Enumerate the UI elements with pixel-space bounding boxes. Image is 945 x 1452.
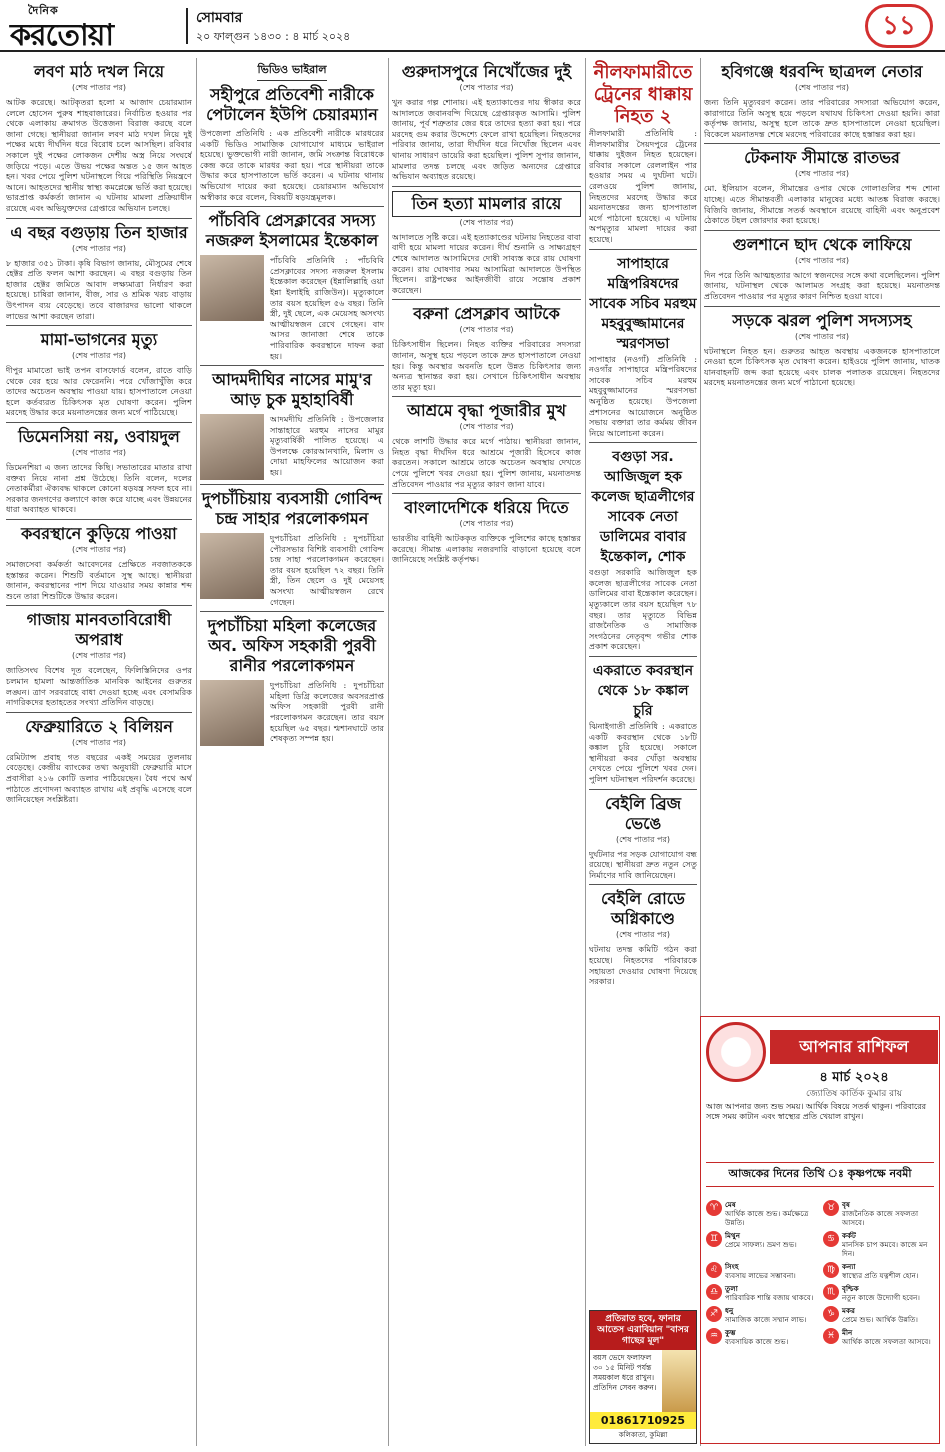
article [6,62,192,214]
article-headline[interactable]: গুরুদাসপুরে নিখোঁজের দুই [401,62,572,81]
article-body: সমাজসেবা কর্মকর্তা আবেদনের প্রেক্ষিতে নবজাতককে হস্তান্তর করেন। শিশুটি বর্তমানে সুস্থ আছে। স্থানীয়রা জানান, কবরস্থানের পাশ দিয়ে যাওয়ার সময় কান্নার শব্দ শুনে তারা শিশুটিকে উদ্ধার করেন। [6,559,192,601]
zodiac-sign-list [706,1200,934,1346]
article-body: ডিমেনশিয়া এ জন্য তাদের কিছি। সভাতারের মাতার রাখা বক্তব্য নিয়ে নানা প্রশ্ন উঠেছে। তিনি বলেন, দলের নেতাকর্মীরা ঐক্যবদ্ধ থাকলে কোনো ষড়যন্ত্র সফল হবে না। সরকার জনগণের কল্যাণে কাজ করে যাচ্ছে এবং উন্নয়নের ধারা অব্যাহত থাকবে। [6,462,192,515]
sign-text: স্বাস্থ্যের প্রতি যত্নশীল হোন। [842,1271,919,1280]
article [200,489,384,607]
continued-note: (শেষ পাতার পর) [615,834,671,844]
article-body: মো. ইলিয়াস বলেন, সীমান্তের ওপার থেকে গোলাগুলির শব্দ শোনা যাচ্ছে। এতে সীমান্তবর্তী এলাকার মানুষের মধ্যে আতঙ্ক বিরাজ করছে। বিজিবি জানায়, সীমান্তে সতর্ক অবস্থানে রয়েছে বাহিনী এবং অনুপ্রবেশ ঠেকাতে টহল জোরদার করা হয়েছে। [704,183,940,226]
continued-note: (শেষ পাতার পর) [794,255,850,265]
portrait-photo [200,533,264,599]
article-headline[interactable]: বেইলি রোডে অগ্নিকাণ্ডে [601,889,685,929]
article-headline[interactable]: বগুড়া সর. আজিজুল হক কলেজ ছাত্রলীগের সাবেক নেতা ডালিমের বাবার ইন্তেকাল, শোক [591,449,695,566]
date-line: ২০ ফাল্গুন ১৪৩০ : ৪ মার্চ ২০২৪ [196,30,351,43]
horoscope-date: ৪ মার্চ ২০২৪ [819,1070,889,1085]
ad-footer: কলিকাতা, কুমিল্লা [618,1431,668,1439]
article-body: জন্য তিনি মৃত্যুবরণ করেন। তার পরিবারের সদস্যরা অভিযোগ করেন, কারাগারে তিনি অসুস্থ হয়ে পড়লে যথাযথ চিকিৎসা দেওয়া হয়নি। কারা কর্তৃপক্ষ জানায়, অসুস্থ হলে তাকে দ্রুত হাসপাতালে নেওয়া হয়েছিল। বিকেলে ময়নাতদন্ত শেষে মরদেহ পরিবারের কাছে হস্তান্তর করা হয়। [704,97,940,139]
article-headline[interactable]: হবিগঞ্জে ধরবন্দি ছাত্রদল নেতার [721,62,923,81]
article [589,62,697,245]
article [392,62,581,182]
zodiac-sign [823,1231,934,1258]
continued-note: (শেষ পাতার পর) [459,83,514,92]
portrait-photo [200,680,264,746]
separator [6,712,192,713]
sign-name: কন্যা [842,1262,856,1271]
horoscope-tithi: আজকের দিনের তিথি ঃ কৃষ্ণপক্ষে নবমী [706,1162,934,1187]
article-headline[interactable]: ডিমেনসিয়া নয়, ওবায়দুল [18,427,180,447]
article [6,717,192,805]
separator [704,143,940,144]
article-headline[interactable]: বরুনা প্রেসক্লাব আটকে [413,304,560,324]
zodiac-icon: ♍ [823,1262,839,1278]
ad-headline: প্রতিরাত হবে, ফানার আতেস এরাবিয়ান "বাসর গাছের মূল" [590,1311,696,1350]
article-kicker: ভিডিও ভাইরাল [257,61,326,81]
zodiac-icon: ♒ [706,1328,722,1344]
article-headline[interactable]: সহীপুরে প্রতিবেশী নারীকে পেটালেন ইউপি চেয়ারম্যান [206,85,378,124]
continued-note: (শেষ পাতার পর) [794,331,850,341]
zodiac-sign [823,1328,934,1346]
page-number-badge: ১১ [865,4,933,48]
article-headline[interactable]: টেকনাফ সীমান্তে রাতভর [744,148,900,168]
article [589,254,697,439]
article-body: পাঁচবিবি প্রতিনিধি : পাঁচবিবি প্রেসক্লাবের সদস্য নজরুল ইসলাম ইন্তেকাল করেছেন (ইন্নালিল্লাহি ওয়া ইন্না ইলাইহি রাজিউন)। মৃত্যুকালে তার বয়স হয়েছিল ৫৬ বছর। তিনি স্ত্রী, দুই ছেলে, এক মেয়েসহ অসংখ্য আত্মীয়স্বজন রেখে গেছেন। বাদ আসর জানাজা শেষে তাকে পারিবারিক কবরস্থানে দাফন করা হয়। [270,255,384,361]
article [200,616,384,746]
zodiac-sign [823,1306,934,1324]
article [589,447,697,652]
continued-note: (শেষ পাতার পর) [459,422,514,432]
article [6,524,192,601]
column-rule [388,58,389,1446]
continued-note: (শেষ পাতার পর) [71,545,127,555]
article-headline[interactable]: এ বছর বগুড়ায় তিন হাজার [10,222,188,242]
masthead-divider [186,8,188,44]
zodiac-icon: ♉ [823,1200,839,1216]
masthead [0,0,945,52]
sign-name: ধনু [725,1306,734,1315]
zodiac-icon: ♑ [823,1306,839,1322]
sign-text: রাজনৈতিক কাজে সফলতা আসবে। [842,1209,919,1227]
continued-note: (শেষ পাতার পর) [71,737,127,747]
logo-big-text: করতোয়া [10,18,114,53]
article-headline[interactable]: সাপাহারে মন্ত্রিপরিষদের সাবেক সচিব মরহুম মহবুবুজ্জামানের স্মরণসভা [589,255,697,352]
article-body: দীপুর মামাতো ভাই তপন বাসফোর্ড বলেন, রাতে বাড়ি থেকে বের হয়ে আর ফেরেননি। পরে খোঁজাখুঁজি করে তাদের অচেতন অবস্থায় পাওয়া যায়। হাসপাতালে নেওয়া হলে কর্তব্যরত চিকিৎসক মৃত ঘোষণা করেন। পুলিশ মরদেহ উদ্ধার করে ময়নাতদন্তের জন্য মর্গে পাঠিয়েছে। [6,365,192,418]
sign-name: কুম্ভ [725,1328,736,1337]
article-body: দুপচাঁচিয়া প্রতিনিধি : দুপচাঁচিয়া মহিলা ডিগ্রি কলেজের অবসরপ্রাপ্ত অফিস সহকারী পুরবী রানী পরলোকগমন করেছেন। তার বয়স হয়েছিল ৬৫ বছর। শ্মশানঘাটে তার শেষকৃত্য সম্পন্ন হয়। [270,680,384,744]
ad-middle [590,1350,696,1412]
article-headline[interactable]: দুপচাঁচিয়ায় ব্যবসায়ী গোবিন্দ চন্দ্র সাহার পরলোকগমন [202,489,382,529]
separator [392,299,581,300]
article-headline[interactable]: বেইলি ব্রিজ ভেঙে [604,793,682,833]
separator [200,206,384,207]
article-body: চিকিৎসাধীন ছিলেন। নিহত ব্যক্তির পরিবারের সদস্যরা জানান, অসুস্থ হয়ে পড়লে তাকে দ্রুত হাসপাতালে নেওয়া হয়। কিন্তু অবস্থার অবনতি হলে উন্নত চিকিৎসার জন্য অন্যত্র স্থানান্তর করা হয়। সেখানে চিকিৎসাধীন অবস্থায় তার মৃত্যু হয়। [392,339,581,392]
separator [6,519,192,520]
column-2 [200,58,384,1446]
zodiac-icon: ♈ [706,1200,722,1216]
article-body: দিন পরে তিনি আত্মহত্যার আগে স্বজনদের সঙ্গে কথা বলেছিলেন। পুলিশ জানায়, ঘটনাস্থল থেকে আলামত সংগ্রহ করা হয়েছে। ময়নাতদন্ত প্রতিবেদন পাওয়ার পর মৃত্যুর কারণ নিশ্চিত হওয়া যাবে। [704,269,940,301]
horoscope-intro: আজ আপনার জন্য শুভ সময়। আর্থিক বিষয়ে সতর্ক থাকুন। পরিবারের সঙ্গে সময় কাটান এবং স্বাস্থ্যের প্রতি খেয়াল রাখুন। [706,1102,927,1121]
article-body: জাতিসংঘ বিশেষ দূত বলেছেন, ফিলিস্তিনিদের ওপর চলমান হামলা আন্তর্জাতিক মানবিক আইনের গুরুতর লঙ্ঘন। ত্রাণ সরবরাহে বাধা দেওয়া হচ্ছে এবং বেসামরিক নাগরিকদের হতাহতের সংখ্যা প্রতিদিন বাড়ছে। [6,665,192,708]
article-body: উপজেলা প্রতিনিধি : এক প্রতিবেশী নারীকে মারধরের একটি ভিডিও সামাজিক যোগাযোগ মাধ্যমে ভাইরাল হয়েছে। ভুক্তভোগী নারী জানান, জমি সংক্রান্ত বিরোধকে কেন্দ্র করে তাকে মারধর করা হয়। পরে স্থানীয়রা তাকে উদ্ধার করে হাসপাতালে ভর্তি করেন। এ ঘটনায় থানায় অভিযোগ দায়ের করা হয়েছে। চেয়ারম্যান অভিযোগ অস্বীকার করে বলেন, বিষয়টি ষড়যন্ত্রমূলক। [200,128,384,202]
article-headline[interactable]: বাংলাদেশিকে ধরিয়ে দিতে [404,498,569,518]
article-headline[interactable]: ফেব্রুয়ারিতে ২ বিলিয়ন [25,716,173,736]
column-4 [589,58,697,1446]
sign-text: প্রেমে সাফল্য। ভ্রমণ শুভ। [725,1240,797,1249]
article-body: আদালতে সৃষ্টি করে। এই হত্যাকাণ্ডের ঘটনায় নিহতের বাবা বাদী হয়ে মামলা দায়ের করেন। দীর্ঘ শুনানি ও সাক্ষ্যগ্রহণ শেষে আদালত আসামিদের দোষী সাব্যস্ত করে রায় ঘোষণা করেন। রায় ঘোষণার সময় আসামিরা আদালতে উপস্থিত ছিলেন। রাষ্ট্রপক্ষের আইনজীবী রায়ে সন্তোষ প্রকাশ করেছেন। [392,231,581,295]
sign-text: আর্থিক কাজে সফলতা আসবে। [842,1337,931,1346]
article-body: ভারতীয় বাহিনী আটককৃত ব্যক্তিকে পুলিশের কাছে হস্তান্তর করেছে। সীমান্ত এলাকায় নজরদারি বাড়ানো হয়েছে বলে জানিয়েছে সংশ্লিষ্ট কর্তৃপক্ষ। [392,533,581,565]
sign-text: প্রেমে শুভ। আর্থিক উন্নতি। [842,1315,918,1324]
zodiac-sign [706,1284,817,1302]
zodiac-icon: ♏ [823,1284,839,1300]
article-headline[interactable]: মামা-ভাগনের মৃত্যু [40,330,158,350]
separator [392,186,581,187]
article-body: রেমিট্যান্স প্রবাহ গত বছরের একই সময়ের তুলনায় বেড়েছে। কেন্দ্রীয় ব্যাংকের তথ্য অনুযায়ী ফেব্রুয়ারি মাসে প্রবাসীরা ২১৬ কোটি ডলার পাঠিয়েছেন। বৈধ পথে অর্থ পাঠাতে প্রণোদনা অব্যাহত রাখায় এই প্রবৃদ্ধি এসেছে বলে জানিয়েছেন সংশ্লিষ্টরা। [6,751,192,805]
article-body: ঘটনায় তদন্ত কমিটি গঠন করা হয়েছে। নিহতদের পরিবারকে সহায়তা দেওয়ার ঘোষণা দিয়েছে সরকার। [589,944,697,987]
separator [589,656,697,657]
sign-name: সিংহ [725,1262,739,1271]
continued-note: (শেষ পাতার পর) [459,519,514,529]
zodiac-sign [823,1200,934,1227]
article-headline[interactable]: আশ্রমে বৃদ্ধা পূজারীর মুখ [407,401,566,421]
zodiac-sign [823,1284,934,1302]
article [6,223,192,322]
article-body: বগুড়া সরকারি আজিজুল হক কলেজ ছাত্রলীগের সাবেক নেতা ডালিমের বাবা ইন্তেকাল করেছেন। মৃত্যুকালে তার বয়স হয়েছিল ৭৮ বছর। তার মৃত্যুতে বিভিন্ন রাজনৈতিক ও সামাজিক সংগঠনের নেতৃবৃন্দ গভীর শোক প্রকাশ করেছেন। [589,567,697,652]
separator [392,493,581,494]
separator [6,422,192,423]
article-body: থেকে লাশটি উদ্ধার করে মর্গে পাঠায়। স্থানীয়রা জানান, নিহত বৃদ্ধা দীর্ঘদিন ধরে আশ্রমে পূজারী হিসেবে কাজ করতেন। সকালে আশ্রমে তাকে অচেতন অবস্থায় দেখতে পেয়ে পুলিশে খবর দেওয়া হয়। পুলিশ জানায়, ময়নাতদন্ত প্রতিবেদন পাওয়ার পর মৃত্যুর কারণ জানা যাবে। [392,436,581,489]
zodiac-sign [823,1262,934,1280]
article-body: নীলফামারী প্রতিনিধি : নীলফামারীর সৈয়দপুরে ট্রেনের ধাক্কায় দুইজন নিহত হয়েছেন। রবিবার সকালে রেললাইন পার হওয়ার সময় এ দুর্ঘটনা ঘটে। রেলওয়ে পুলিশ জানায়, নিহতদের মরদেহ উদ্ধার করে ময়নাতদন্তের জন্য হাসপাতাল মর্গে পাঠানো হয়েছে। এ ঘটনায় অপমৃত্যুর মামলা দায়ের করা হয়েছে। [589,128,697,244]
sign-name: মকর [842,1306,855,1315]
sign-name: মেষ [725,1200,736,1209]
day-name: সোমবার [196,10,243,26]
article-body: খুন করার গল্প শোনায়। এই হত্যাকাণ্ডের দায় স্বীকার করে আদালতে জবানবন্দি দিয়েছে গ্রেপ্তারকৃত আসামি। পুলিশ জানায়, পূর্ব শত্রুতার জের ধরে তাদের হত্যা করা হয়। পরে মরদেহ গুম করার উদ্দেশ্যে ফেলে রাখা হয়েছিল। নিহতদের পরিবার জানায়, তারা দীর্ঘদিন ধরে নিখোঁজ ছিলেন এবং থানায় সাধারণ ডায়েরি করা হয়েছিল। পুলিশ সুপার জানান, মামলার তদন্ত চলছে এবং জড়িত অন্যদের গ্রেপ্তারে অভিযান অব্যাহত রয়েছে। [392,97,581,182]
continued-note: (শেষ পাতার পর) [71,651,127,661]
zodiac-icon: ♐ [706,1306,722,1322]
article-headline[interactable]: দুপচাঁচিয়া মহিলা কলেজের অব. অফিস সহকারী পুরবী রানীর পরলোকগমন [207,616,377,676]
continued-note: (শেষ পাতার পর) [71,243,127,253]
article-headline[interactable]: কবরস্থানে কুড়িয়ে পাওয়া [21,524,177,544]
zodiac-sign [706,1231,817,1258]
sign-text: মানসিক চাপ কমবে। কাজে মন দিন। [842,1240,928,1258]
article-headline[interactable]: আদমদীঘির নাসের মামু'র আড় চুক মুহাহাবির্ষী [212,370,372,410]
ad-phone[interactable]: 01861710925 [590,1412,696,1429]
zodiac-sign [706,1328,817,1346]
photo-row [200,255,384,361]
article-headline[interactable]: গাজায় মানবতাবিরোধী অপরাধ [26,610,172,650]
ad-product-image [662,1350,696,1412]
zodiac-icon: ♌ [706,1262,722,1278]
zodiac-wheel-icon [706,1022,766,1082]
article [589,889,697,986]
continued-note: (শেষ পাতার পর) [794,169,850,179]
article [392,498,581,565]
article-body: আটক করেছে। আটকৃতরা হলো ম আজাদ চেয়ারম্যান লেলে হোসেন পুরুষ শাহবাজারের। নির্বাচিত হওয়ার পর থেকে এলাকায় ক্রমাগত উত্তেজনা বিরাজ করছে বলে জানা গেছে। স্থানীয়রা জানান লবণ মাঠ দখল নিয়ে দুই পক্ষের মধ্যে দীর্ঘদিন ধরে বিরোধ চলে আসছিল। রবিবার সকালে দুই পক্ষের লোকজন দেশীয় অস্ত্র নিয়ে সংঘর্ষে জড়িয়ে পড়ে। এতে উভয় পক্ষের অন্তত ১৫ জন আহত হন। খবর পেয়ে পুলিশ ঘটনাস্থলে গিয়ে পরিস্থিতি নিয়ন্ত্রণে আনে। আহতদের স্থানীয় স্বাস্থ্য কমপ্লেক্সে ভর্তি করা হয়েছে। ভারপ্রাপ্ত কর্মকর্তা জানান এ ঘটনায় মামলা প্রক্রিয়াধীন রয়েছে এবং অভিযুক্তদের গ্রেপ্তারে অভিযান চলছে। [6,97,192,213]
continued-note: (শেষ পাতার পর) [71,448,127,458]
continued-note: (শেষ পাতার পর) [71,83,127,92]
separator [6,605,192,606]
continued-note: (শেষ পাতার পর) [459,217,514,227]
article [589,794,697,881]
article-headline[interactable]: তিন হত্যা মামলার রায়ে [392,191,581,217]
horoscope-title[interactable]: আপনার রাশিফল [770,1030,938,1064]
portrait-photo [200,255,264,321]
column-3 [392,58,581,1446]
article [589,661,697,785]
sign-text: সামাজিক কাজে সম্মান লাভ। [725,1315,807,1324]
article [392,191,581,296]
article [704,235,940,302]
separator [6,218,192,219]
separator [589,442,697,443]
article-headline[interactable]: সড়কে ঝরল পুলিশ সদস্যসহ [732,310,912,330]
separator [589,249,697,250]
continued-note: (শেষ পাতার পর) [459,325,514,335]
column-rule [585,58,586,1446]
zodiac-icon: ♓ [823,1328,839,1344]
article [704,148,940,225]
article-headline[interactable]: পাঁচবিবি প্রেসক্লাবের সদস্য নজরুল ইসলামের ইন্তেকাল [205,211,379,251]
separator [6,325,192,326]
article-headline[interactable]: একরাতে কবরস্থান থেকে ১৮ কঙ্কাল চুরি [592,663,694,720]
advertisement[interactable] [589,1310,697,1444]
article [392,304,581,392]
article [200,370,384,480]
article [392,401,581,489]
article-headline[interactable]: গুলশানে ছাদ থেকে লাফিয়ে [732,234,912,254]
separator [589,884,697,885]
newspaper-logo[interactable] [10,2,180,53]
continued-note: (শেষ পাতার পর) [615,930,671,940]
column-1 [6,58,192,1446]
separator [200,365,384,366]
horoscope-author: জ্যোতিষ কার্তিক কুমার রায় [805,1089,903,1099]
sign-name: বৃশ্চিক [842,1284,859,1293]
sign-text: পারিবারিক শান্তি বজায় থাকবে। [725,1293,814,1302]
article-body: ৮ হাজার ৩৫১ টাকা। কৃষি বিভাগ জানায়, মৌসুমের শেষে হেক্টর প্রতি ফলন আশা করছেন। এ বছর বগুড়ায় তিন হাজার হেক্টর জমিতে আবাদ লক্ষ্যমাত্রা নির্ধারণ করা হয়েছে। চাষিরা জানান, বীজ, সার ও শ্রমিক খরচ বাড়ায় উৎপাদন ব্যয় বেড়েছে। তবে বাজারদর ভালো থাকলে লাভের আশা করছেন তারা। [6,257,192,321]
continued-note: (শেষ পাতার পর) [71,351,127,361]
article-body: দুর্ঘটনার পর সড়ক যোগাযোগ বন্ধ রয়েছে। স্থানীয়রা দ্রুত নতুন সেতু নির্মাণের দাবি জানিয়েছেন। [589,848,697,880]
ad-text: বয়স ভেদে ফলাফল ৩০ ১৫ মিনিট পর্যন্ত সময়কাল ধরে রাখুন। প্রতিদিন সেবন করুন। [593,1353,657,1392]
article-body: ঝিনাইগাতী প্রতিনিধি : একরাতে একটি কবরস্থান থেকে ১৮টি কঙ্কাল চুরি হয়েছে। সকালে স্থানীয়রা কবর খোঁড়া অবস্থায় দেখতে পেয়ে পুলিশে খবর দেন। পুলিশ ঘটনাস্থল পরিদর্শন করেছে। [589,721,697,784]
separator [392,396,581,397]
zodiac-icon: ♎ [706,1284,722,1300]
article [200,211,384,361]
separator [200,611,384,612]
zodiac-icon: ♋ [823,1231,839,1247]
article [704,62,940,139]
sign-name: মীন [842,1328,853,1337]
photo-row [200,533,384,607]
sign-name: বৃষ [842,1200,850,1209]
article-body: দুপচাঁচিয়া প্রতিনিধি : দুপচাঁচিয়া পৌরসভার বিশিষ্ট ব্যবসায়ী গোবিন্দ চন্দ্র সাহা পরলোকগমন করেছেন। তার বয়স হয়েছিল ৭২ বছর। তিনি স্ত্রী, তিন ছেলে ও দুই মেয়েসহ অসংখ্য আত্মীয়স্বজন রেখে গেছেন। [270,533,384,607]
continued-note: (শেষ পাতার পর) [794,83,850,92]
article [200,58,384,202]
separator [200,484,384,485]
article [6,330,192,418]
article [6,610,192,707]
article-headline[interactable]: লবণ মাঠ দখল নিয়ে [33,62,165,81]
sign-name: মিথুন [725,1231,740,1240]
article-body: ঘটনাস্থলে নিহত হন। গুরুতর আহত অবস্থায় একজনকে হাসপাতালে নেওয়া হলে চিকিৎসক মৃত ঘোষণা করেন। হাইওয়ে পুলিশ জানায়, ঘাতক যানবাহনটি জব্দ করা হয়েছে এবং চালক পলাতক রয়েছেন। নিহতদের মরদেহ ময়নাতদন্তের জন্য মর্গে পাঠানো হয়েছে। [704,345,940,388]
article-body: সাপাহার (নওগাঁ) প্রতিনিধি : নওগাঁর সাপাহারে মন্ত্রিপরিষদের সাবেক সচিব মরহুম মহবুবুজ্জামানের স্মরণসভা অনুষ্ঠিত হয়েছে। উপজেলা প্রশাসনের আয়োজনে অনুষ্ঠিত সভায় বক্তারা তার কর্মময় জীবন নিয়ে আলোচনা করেন। [589,353,697,438]
portrait-photo [200,414,264,480]
photo-row [200,414,384,480]
separator [589,789,697,790]
separator [704,230,940,231]
article [704,311,940,388]
article-body: আদমদীঘি প্রতিনিধি : উপজেলার সান্তাহারে মরহুম নাসের মামুর মৃত্যুবার্ষিকী পালিত হয়েছে। এ উপলক্ষে কোরআনখানি, মিলাদ ও দোয়া মাহফিলের আয়োজন করা হয়। [270,414,384,478]
zodiac-sign [706,1306,817,1324]
photo-row [200,680,384,746]
article-headline[interactable]: নীলফামারীতে ট্রেনের ধাক্কায় নিহত ২ [593,62,693,127]
zodiac-sign [706,1262,817,1280]
article [6,427,192,515]
zodiac-icon: ♊ [706,1231,722,1247]
sign-name: তুলা [725,1284,738,1293]
column-5 [704,58,940,1010]
logo-small-text: দৈনিক [28,4,59,17]
zodiac-sign [706,1200,817,1227]
sign-name: কর্কট [842,1231,856,1240]
separator [704,306,940,307]
sign-text: ব্যবসায়িক কাজে শুভ। [725,1337,789,1346]
sign-text: নতুন কাজে উদ্যোগী হবেন। [842,1293,920,1302]
sign-text: ব্যবসায় লাভের সম্ভাবনা। [725,1271,796,1280]
sign-text: আর্থিক কাজে শুভ। কর্মক্ষেত্রে উন্নতি। [725,1209,809,1227]
column-rule [196,58,197,1446]
